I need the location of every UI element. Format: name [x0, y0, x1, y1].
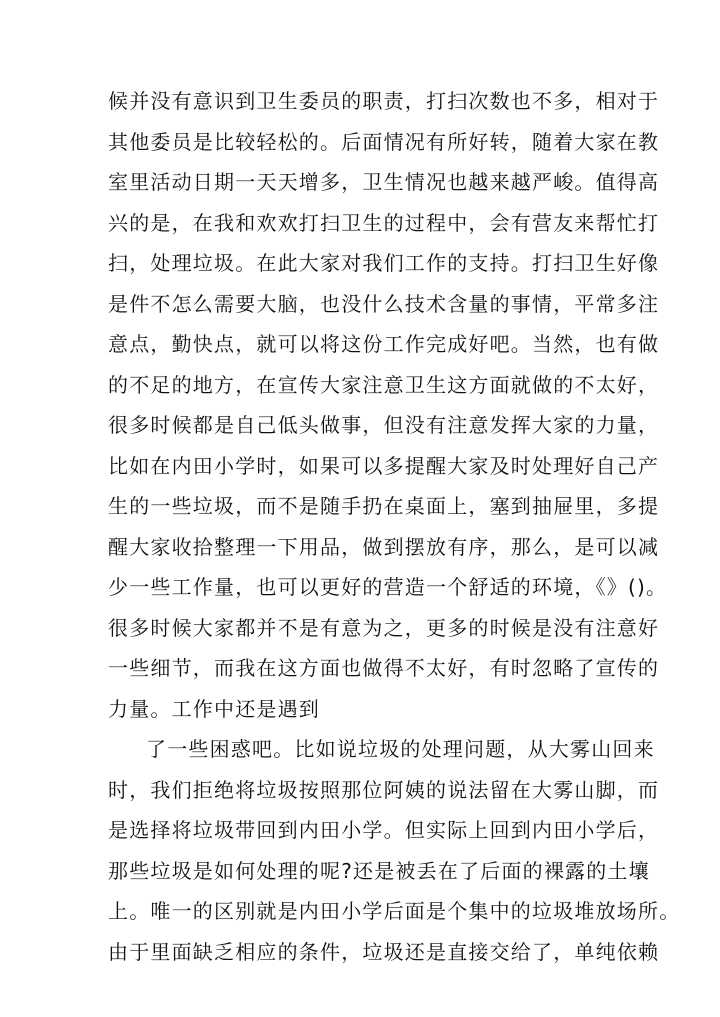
text-line: 是件不怎么需要大脑，也没什么技术含量的事情，平常多注 [108, 291, 660, 316]
text-line: 上。唯一的区别就是内田小学后面是个集中的垃圾堆放场所。 [108, 899, 681, 923]
body-text [108, 81, 681, 972]
text-line: 由于里面缺乏相应的条件，垃圾还是直接交给了，单纯依赖 [108, 939, 660, 964]
paragraph-start-line: 了一些困惑吧。比如说垃圾的处理问题，从大雾山回来 [146, 737, 655, 761]
text-line: 的不足的地方，在宣传大家注意卫生这方面就做的不太好， [108, 372, 660, 397]
text-line: 力量。工作中还是遇到 [108, 696, 320, 721]
text-line: 其他委员是比较轻松的。后面情况有所好转，随着大家在教 [108, 129, 660, 154]
text-line: 是选择将垃圾带回到内田小学。但实际上回到内田小学后， [108, 818, 660, 842]
text-line: 室里活动日期一天天增多，卫生情况也越来越严峻。值得高 [108, 170, 660, 194]
text-line: 候并没有意识到卫生委员的职责，打扫次数也不多，相对于 [108, 89, 660, 113]
text-line: 很多时候大家都并不是有意为之，更多的时候是没有注意好 [108, 615, 660, 640]
text-line: 少一些工作量，也可以更好的营造一个舒适的环境，《》()。 [108, 575, 668, 599]
text-line: 生的一些垃圾，而不是随手扔在桌面上，塞到抽屉里，多提 [108, 494, 660, 518]
text-line: 时，我们拒绝将垃圾按照那位阿姨的说法留在大雾山脚，而 [108, 777, 660, 802]
text-line: 一些细节，而我在这方面也做得不太好，有时忽略了宣传的 [108, 656, 660, 680]
text-line: 很多时候都是自己低头做事，但没有注意发挥大家的力量， [108, 413, 660, 437]
text-line: 兴的是，在我和欢欢打扫卫生的过程中，会有营友来帮忙打 [108, 210, 660, 235]
text-line: 意点，勤快点，就可以将这份工作完成好吧。当然，也有做 [108, 332, 660, 356]
text-line: 醒大家收拾整理一下用品，做到摆放有序，那么，是可以减 [108, 534, 660, 559]
text-line: 扫，处理垃圾。在此大家对我们工作的支持。打扫卫生好像 [108, 251, 660, 275]
text-line: 那些垃圾是如何处理的呢?还是被丢在了后面的裸露的土壤 [108, 858, 650, 883]
text-line: 比如在内田小学时，如果可以多提醒大家及时处理好自己产 [108, 453, 660, 478]
